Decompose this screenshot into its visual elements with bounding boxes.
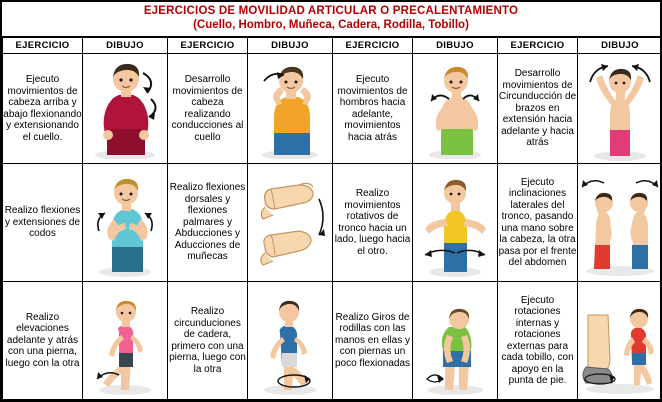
header-drawing-2: DIBUJO (248, 38, 333, 54)
person-arm-circumduction-icon (580, 56, 660, 161)
drawing-cell-c4-r3 (578, 282, 662, 400)
exercise-text-c2-r1: Desarrollo movimientos de cabeza realizando conducciones al cuello (168, 54, 248, 164)
page-subtitle: (Cuello, Hombro, Muñeca, Cadera, Rodilla, Tobillo) (193, 19, 469, 31)
table-header-row (3, 38, 662, 54)
header-exercise-4: EJERCICIO (498, 38, 578, 54)
exercise-text-c4-r2: Ejecuto inclinaciones laterales del tronco, pasando una mano sobre la cabeza, la otra pasa por el frente del abdomen (498, 164, 578, 282)
table-row (3, 282, 662, 400)
person-neck-lateral-rotation-icon (250, 59, 330, 159)
drawing-cell-c1-r1 (83, 54, 168, 164)
person-neck-flexion-extension-icon (85, 59, 165, 159)
exercise-text-c3-r2: Realizo movimientos rotativos de tronco hacia un lado, luego hacia el otro. (333, 164, 413, 282)
drawing-cell-c1-r3 (83, 282, 168, 400)
exercise-text-c2-r2: Realizo flexiones dorsales y flexiones palmares y Abducciones y Aducciones de muñecas (168, 164, 248, 282)
header-exercise-1: EJERCICIO (3, 38, 83, 54)
drawing-cell-c3-r3 (413, 282, 498, 400)
exercise-text-c1-r3: Realizo elevaciones adelante y atrás con una pierna, luego con la otra (3, 282, 83, 400)
exercise-text-c1-r1: Ejecuto movimientos de cabeza arriba y abajo flexionando y extensionando el cuello. (3, 54, 83, 164)
header-drawing-4: DIBUJO (578, 38, 662, 54)
header-drawing-3: DIBUJO (413, 38, 498, 54)
exercise-text-c4-r3: Ejecuto rotaciones internas y rotaciones externas para cada tobillo, con apoyo en la punta de pie. (498, 282, 578, 400)
person-knee-circles-icon (415, 287, 495, 395)
drawing-cell-c1-r2 (83, 164, 168, 282)
hands-wrist-flexion-icon (249, 169, 331, 277)
exercise-text-c2-r3: Realizo circunduciones de cadera, primero con una pierna, luego con la otra (168, 282, 248, 400)
header-exercise-2: EJERCICIO (168, 38, 248, 54)
drawing-cell-c4-r1 (578, 54, 662, 164)
header-exercise-3: EJERCICIO (333, 38, 413, 54)
exercise-text-c4-r1: Desarrollo movimientos de Circunducción de brazos en extensión hacia adelante y hacia atrás (498, 54, 578, 164)
document-title-bar (2, 2, 660, 37)
drawing-cell-c4-r2 (578, 164, 662, 282)
person-hip-circumduction-icon (250, 287, 330, 395)
drawing-cell-c3-r1 (413, 54, 498, 164)
exercise-text-c3-r1: Ejecuto movimientos de hombros hacia adelante, movimientos hacia atrás (333, 54, 413, 164)
drawing-cell-c3-r2 (413, 164, 498, 282)
drawing-cell-c2-r3 (248, 282, 333, 400)
page-title: EJERCICIOS DE MOVILIDAD ARTICULAR O PRECALENTAMIENTO (143, 5, 519, 17)
person-leg-raise-forward-back-icon (85, 287, 165, 395)
exercise-table (2, 37, 662, 400)
exercise-text-c3-r3: Realizo Giros de rodillas con las manos en ellas y con piernas un poco flexionadas (333, 282, 413, 400)
person-shoulder-movements-icon (415, 59, 495, 159)
table-row (3, 54, 662, 164)
foot-ankle-rotation-icon (578, 287, 662, 395)
drawing-cell-c2-r1 (248, 54, 333, 164)
person-elbow-flexion-extension-icon (85, 169, 165, 277)
person-lateral-trunk-bend-icon (578, 169, 662, 277)
table-row (3, 164, 662, 282)
header-drawing-1: DIBUJO (83, 38, 168, 54)
drawing-cell-c2-r2 (248, 164, 333, 282)
exercise-text-c1-r2: Realizo flexiones y extensiones de codos (3, 164, 83, 282)
person-trunk-rotation-icon (415, 169, 495, 277)
